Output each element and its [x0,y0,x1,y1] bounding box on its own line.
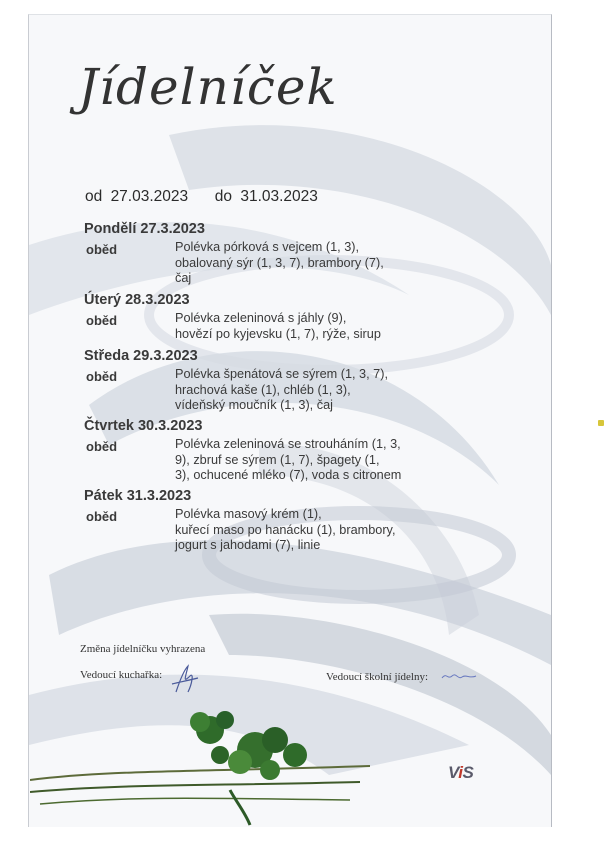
menu-items [175,507,445,554]
page-title: Jídelníček [78,58,338,116]
meal-label: oběd [86,509,118,524]
menu-line: obalovaný sýr (1, 3, 7), brambory (7), [175,255,384,270]
cook-signature-label: Vedoucí kuchařka: [80,669,163,681]
meal-label: oběd [86,369,118,384]
edge-mark [598,420,604,426]
menu-line: 9), zbruf se sýrem (1, 7), špagety (1, [175,452,380,467]
menu-items [175,437,445,484]
herb-decoration [30,700,370,830]
day-title: Pondělí 27.3.2023 [84,221,205,237]
menu-line: čaj [175,271,192,285]
menu-line: Polévka masový krém (1), [175,507,322,521]
menu-items [175,367,445,414]
day-title: Pátek 31.3.2023 [84,488,192,504]
logo-dot: i [458,763,463,782]
menu-line: kuřecí maso po hanácku (1), brambory, [175,522,396,537]
menu-line: hovězí po kyjevsku (1, 7), rýže, sirup [175,326,381,341]
cook-signature [168,662,202,698]
logo-v: V [448,763,459,782]
vis-logo [448,763,473,783]
manager-signature-label: Vedoucí školní jídelny: [326,671,429,683]
day-title: Čtvrtek 30.3.2023 [84,418,203,434]
menu-line: 3), ochucené mléko (7), voda s citronem [175,468,402,482]
day-title: Středa 29.3.2023 [84,348,198,364]
day-title: Úterý 28.3.2023 [84,292,190,308]
from-label: od [85,188,103,205]
menu-line: Polévka zeleninová se strouháním (1, 3, [175,437,401,451]
menu-line: Polévka pórková s vejcem (1, 3), [175,240,360,254]
meal-label: oběd [86,439,118,454]
date-range [85,188,322,206]
menu-line: jogurt s jahodami (7), linie [175,538,321,552]
meal-label: oběd [86,313,118,328]
to-label: do [214,188,233,205]
meal-label: oběd [86,242,118,257]
change-notice: Změna jídelníčku vyhrazena [80,643,206,655]
menu-line: hrachová kaše (1), chléb (1, 3), [175,382,351,397]
menu-items [175,311,445,342]
to-date: 31.03.2023 [240,188,318,205]
menu-line: vídeňský moučník (1, 3), čaj [175,398,333,412]
logo-s: S [462,763,474,782]
menu-items [175,240,445,287]
manager-signature [440,668,480,684]
menu-line: Polévka zeleninová s jáhly (9), [175,311,347,325]
menu-line: Polévka špenátová se sýrem (1, 3, 7), [175,367,388,381]
from-date: 27.03.2023 [110,188,189,205]
